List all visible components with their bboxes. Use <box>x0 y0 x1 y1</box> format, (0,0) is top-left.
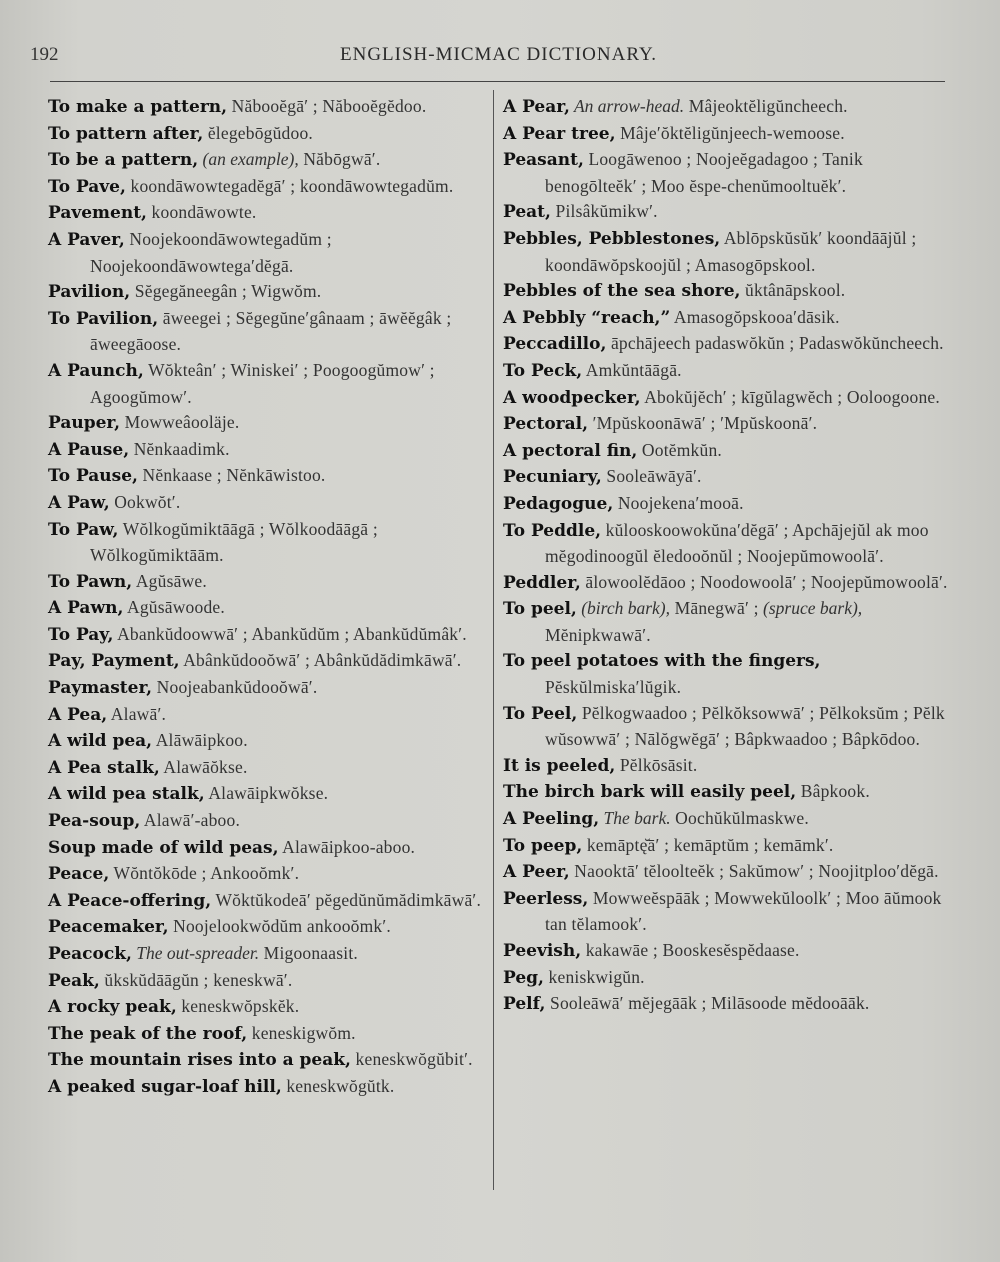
entry-definition: Mānegwā′ ; <box>670 598 759 619</box>
entry-definition: Ablōpskŭsŭk′ koondāājŭl ; koondāwŏpskoojŭl ; Amasogōpskool. <box>545 227 917 275</box>
entry-headword: To Pay, <box>48 624 114 645</box>
entry-definition: Alawā′. <box>107 703 167 724</box>
dictionary-entry <box>48 200 488 227</box>
entry-headword: To make a pattern, <box>48 97 228 117</box>
dictionary-entry <box>48 147 488 174</box>
entry-headword: To Pawn, <box>48 571 133 592</box>
entry-definition: Noojekena′mooā. <box>613 492 744 513</box>
entry-headword: Pebbles of the sea shore, <box>503 281 741 302</box>
entry-definition: Wŏkteân′ ; Winiskei′ ; Poogoogŭmow′ ; Agoogŭmow′. <box>90 359 435 407</box>
entry-headword: Pebbles, Pebblestones, <box>503 228 721 249</box>
dictionary-entry <box>48 279 488 306</box>
entry-definition: ′Mpŭskoonāwā′ ; ′Mpŭskoonā′. <box>588 413 818 434</box>
entry-headword: Pauper, <box>48 413 121 434</box>
dictionary-entry <box>48 675 488 702</box>
entry-headword: A Pawn, <box>48 598 124 619</box>
dictionary-entry <box>48 888 488 915</box>
dictionary-entry <box>503 331 948 358</box>
entry-definition: Alawāŏkse. <box>159 756 248 777</box>
entry-definition: Pĕskŭlmiska′lŭgik. <box>545 677 682 698</box>
entry-definition: Bâpkook. <box>796 781 870 802</box>
entry-headword: To peel potatoes with the fingers, <box>503 651 821 672</box>
dictionary-entry <box>503 147 948 199</box>
entry-headword: Peerless, <box>503 888 589 909</box>
entry-definition: Ootĕmkŭn. <box>637 439 722 460</box>
entry-headword: A pectoral fin, <box>503 440 638 461</box>
entry-definition: āpchājeech padaswŏkŭn ; Padaswŏkŭncheech. <box>606 333 944 354</box>
entry-headword: A rocky peak, <box>48 997 177 1018</box>
entry-headword: A Pebbly “reach,” <box>503 307 671 328</box>
entry-headword: To peep, <box>503 835 583 856</box>
entry-definition: Oochŭkŭlmaskwe. <box>670 808 809 829</box>
dictionary-entry <box>48 861 488 888</box>
dictionary-entry <box>503 464 948 491</box>
dictionary-entry <box>48 463 488 490</box>
entry-headword: A Pea stalk, <box>48 757 160 778</box>
entry-headword: To pattern after, <box>48 123 204 144</box>
entry-definition: Nĕnkaase ; Nĕnkāwistoo. <box>137 465 326 486</box>
entry-definition: ŭkskŭdāāgŭn ; keneskwā′. <box>99 969 293 990</box>
entry-headword: A wild pea stalk, <box>48 784 205 805</box>
entry-headword: Peacemaker, <box>48 917 169 938</box>
entry-definition: Pĕlkogwaadoo ; Pĕlkŏksowwā′ ; Pĕlkoksŭm ; Pĕlk wŭsowwā′ ; Nālŏgwĕgā′ ; Bâpkwaadoo ; Bâpkōdoo. <box>545 702 945 750</box>
entry-definition: keneskwŏgŭtk. <box>281 1075 395 1096</box>
dictionary-entry <box>48 174 488 201</box>
entry-headword: Pay, Payment, <box>48 651 180 672</box>
left-column <box>48 94 488 1101</box>
dictionary-entry <box>48 569 488 596</box>
dictionary-entry <box>48 1021 488 1048</box>
entry-definition: Amkŭntāāgā. <box>582 359 682 380</box>
dictionary-entry <box>503 753 948 780</box>
dictionary-entry <box>48 781 488 808</box>
entry-headword: To Pause, <box>48 466 138 487</box>
entry-headword: A Pause, <box>48 439 130 460</box>
entry-definition: keneskigwŏm. <box>247 1022 356 1043</box>
dictionary-entry <box>503 806 948 833</box>
entry-definition: Mowweĕspāāk ; Mowwekŭloolk′ ; Moo āŭmook tan tĕlamook′. <box>545 887 942 935</box>
dictionary-entry <box>48 595 488 622</box>
dictionary-entry <box>48 1074 488 1101</box>
dictionary-entry <box>503 491 948 518</box>
dictionary-entry <box>503 121 948 148</box>
dictionary-entry <box>503 411 948 438</box>
entry-definition: Loogāwenoo ; Noojeĕgadagoo ; Tanik benogōlteĕk′ ; Moo ĕspe-chenŭmooltuĕk′. <box>545 149 863 196</box>
entry-definition: Mĕnipkwawā′. <box>545 624 651 645</box>
entry-definition: Nĕnkaadimk. <box>129 438 230 459</box>
entry-headword: It is peeled, <box>503 755 616 776</box>
entry-headword: A Peeling, <box>503 809 600 830</box>
entry-note: (birch bark), <box>576 598 671 619</box>
dictionary-entry <box>48 437 488 464</box>
page-number: 192 <box>30 44 59 65</box>
entry-headword: A Pear tree, <box>503 123 616 144</box>
dictionary-entry <box>48 622 488 649</box>
dictionary-entry <box>48 648 488 675</box>
entry-headword: To peel, <box>503 599 577 620</box>
entry-definition: Wŏlkogŭmiktāāgā ; Wŏlkoodāāgā ; Wŏlkogŭmiktāām. <box>90 518 378 566</box>
entry-headword: The birch bark will easily peel, <box>503 782 797 803</box>
entry-definition: Năbōgwā′. <box>298 149 381 170</box>
header-rule <box>50 81 945 82</box>
entry-definition: koondāwowte. <box>146 202 257 223</box>
page-header <box>30 44 980 74</box>
dictionary-entry <box>48 941 488 968</box>
dictionary-entry <box>503 965 948 992</box>
entry-definition: Noojelookwŏdŭm ankooŏmk′. <box>168 916 391 937</box>
dictionary-entry <box>503 94 948 121</box>
entry-definition: Alawāipkoo-aboo. <box>278 836 416 857</box>
entry-note: (spruce bark), <box>758 598 863 619</box>
entry-note: (an example), <box>198 149 299 170</box>
entry-headword: The mountain rises into a peak, <box>48 1050 351 1071</box>
entry-headword: A wild pea, <box>48 731 153 752</box>
entry-definition: Ookwŏt′. <box>109 491 181 512</box>
entry-definition: keniskwigŭn. <box>543 966 645 987</box>
entry-definition: āweegei ; Sĕgegŭne′gânaam ; āwĕĕgâk ; āweegāoose. <box>90 307 452 355</box>
entry-definition: Mowweâooläje. <box>120 412 240 433</box>
right-column <box>503 94 948 1018</box>
entry-note: The out-spreader. <box>131 943 260 963</box>
entry-definition: Mâjeoktĕligŭncheech. <box>684 96 848 116</box>
entry-note: The bark. <box>599 808 671 829</box>
entry-headword: Pelf, <box>503 994 546 1015</box>
entry-note: An arrow-head. <box>569 96 685 116</box>
entry-definition: koondāwowtegadĕgā′ ; koondāwowtegadŭm. <box>125 175 454 196</box>
dictionary-entry <box>48 306 488 358</box>
entry-headword: Peace, <box>48 864 110 885</box>
entry-headword: Pedagogue, <box>503 493 614 514</box>
entry-headword: Peevish, <box>503 941 582 961</box>
dictionary-entry <box>48 94 488 121</box>
entry-definition: Alawā′-aboo. <box>140 810 241 831</box>
dictionary-entry <box>48 808 488 835</box>
entry-headword: Peddler, <box>503 572 581 593</box>
dictionary-entry <box>503 518 948 570</box>
entry-headword: Peat, <box>503 202 551 223</box>
entry-definition: Sĕgegăneegân ; Wigwŏm. <box>130 281 322 302</box>
entry-headword: Paymaster, <box>48 678 153 699</box>
entry-headword: A Peer, <box>503 862 570 883</box>
dictionary-entry <box>503 385 948 412</box>
entry-headword: Pectoral, <box>503 414 589 435</box>
dictionary-entry <box>48 835 488 862</box>
entry-headword: A peaked sugar-loaf hill, <box>48 1076 282 1097</box>
entry-headword: A Pea, <box>48 704 108 725</box>
entry-headword: Peccadillo, <box>503 334 607 355</box>
entry-headword: Pecuniary, <box>503 467 602 488</box>
entry-definition: ŭktânāpskool. <box>740 280 846 301</box>
entry-definition: Abokŭjĕch′ ; kīgŭlagwĕch ; Ooloogoone. <box>640 386 940 407</box>
entry-definition: Pĕlkōsāsit. <box>615 754 698 775</box>
dictionary-entry <box>503 305 948 332</box>
entry-definition: Alāwāipkoo. <box>152 730 248 751</box>
entry-definition: kemāptę̆ā′ ; kemāptŭm ; kemāmk′. <box>582 834 834 855</box>
entry-headword: The peak of the roof, <box>48 1023 248 1044</box>
entry-headword: A woodpecker, <box>503 387 641 408</box>
entry-headword: A Paver, <box>48 229 125 250</box>
entry-definition: Sooleāwāyā′. <box>601 466 702 487</box>
entry-definition: Noojekoondāwowtegadŭm ; Noojekoondāwowtega′dĕgā. <box>90 228 332 276</box>
dictionary-entry <box>48 358 488 410</box>
entry-definition: Migoonaasit. <box>259 943 358 963</box>
dictionary-entry <box>503 859 948 886</box>
dictionary-entry <box>503 833 948 860</box>
entry-definition: Mâje′ŏktĕligŭnjeech-wemoose. <box>615 122 845 143</box>
entry-headword: A Paunch, <box>48 360 144 381</box>
entry-definition: Năbooĕgā′ ; Năbooĕgĕdoo. <box>227 96 427 116</box>
dictionary-entry <box>48 227 488 279</box>
entry-headword: To Pave, <box>48 176 126 197</box>
entry-definition: Amasogŏpskooa′dāsik. <box>670 306 840 327</box>
dictionary-entry <box>48 410 488 437</box>
entry-definition: Pilsâkŭmikw′. <box>550 201 658 222</box>
running-head: ENGLISH-MICMAC DICTIONARY. <box>340 44 657 65</box>
entry-definition: kakawāe ; Booskesĕspĕdaase. <box>581 940 800 960</box>
entry-definition: Sooleāwā′ mĕjegāāk ; Milāsoode mĕdooāāk. <box>545 993 870 1014</box>
dictionary-entry <box>503 991 948 1018</box>
dictionary-entry <box>503 596 948 648</box>
entry-headword: Peacock, <box>48 944 132 964</box>
entry-definition: Agŭsāwe. <box>132 570 207 591</box>
dictionary-entry <box>48 490 488 517</box>
dictionary-entry <box>503 199 948 226</box>
dictionary-entry <box>503 938 948 965</box>
dictionary-entry <box>48 914 488 941</box>
entry-headword: Peak, <box>48 970 100 991</box>
entry-definition: ĕlegebōgŭdoo. <box>203 122 313 143</box>
entry-headword: To be a pattern, <box>48 150 199 171</box>
entry-definition: Alawāipkwŏkse. <box>204 783 329 804</box>
entry-headword: Pavement, <box>48 203 147 224</box>
dictionary-entry <box>48 755 488 782</box>
dictionary-entry <box>503 570 948 597</box>
dictionary-entry <box>48 728 488 755</box>
dictionary-entry <box>48 968 488 995</box>
entry-headword: Pavilion, <box>48 282 131 303</box>
dictionary-entry <box>48 994 488 1021</box>
entry-definition: keneskwŏpskĕk. <box>176 996 300 1017</box>
entry-definition: Noojeabankŭdooŏwā′. <box>152 677 318 698</box>
dictionary-entry <box>503 358 948 385</box>
entry-headword: To Pavilion, <box>48 308 159 329</box>
dictionary-entry <box>48 121 488 148</box>
dictionary-entry <box>503 648 948 700</box>
entry-definition: keneskwŏgŭbit′. <box>350 1049 473 1070</box>
dictionary-entry <box>503 226 948 278</box>
dictionary-entry <box>48 517 488 569</box>
entry-headword: Peg, <box>503 967 544 988</box>
column-divider <box>493 90 494 1190</box>
entry-headword: A Peace-offering, <box>48 890 212 911</box>
entry-headword: Peasant, <box>503 150 584 171</box>
entry-definition: Wŏktŭkodeā′ pĕgedŭnŭmădimkāwā′. <box>211 889 482 910</box>
entry-headword: To Peddle, <box>503 520 602 541</box>
entry-definition: Abânkŭdooŏwā′ ; Abânkŭdădimkāwā′. <box>179 650 462 671</box>
entry-definition: Naooktā′ tĕloolteĕk ; Sakŭmow′ ; Noojitploo′dĕgā. <box>569 861 939 882</box>
dictionary-entry <box>503 438 948 465</box>
entry-definition: Wŏntŏkōde ; Ankooŏmk′. <box>109 863 300 884</box>
entry-headword: To Peel, <box>503 703 578 724</box>
entry-headword: A Paw, <box>48 492 110 513</box>
dictionary-entry <box>503 779 948 806</box>
entry-definition: ālowoolĕdāoo ; Noodowoolā′ ; Noojepŭmowoolā′. <box>580 571 948 592</box>
entry-headword: A Pear, <box>503 97 570 117</box>
entry-headword: Soup made of wild peas, <box>48 837 279 858</box>
entry-headword: To Paw, <box>48 519 119 540</box>
entry-headword: To Peck, <box>503 360 583 381</box>
entry-definition: Agŭsāwoode. <box>123 597 225 618</box>
dictionary-entry <box>503 886 948 938</box>
entry-headword: Pea-soup, <box>48 811 141 832</box>
dictionary-entry <box>48 1047 488 1074</box>
entry-definition: Abankŭdoowwā′ ; Abankŭdŭm ; Abankŭdŭmâk′. <box>113 623 467 644</box>
dictionary-entry <box>503 278 948 305</box>
dictionary-entry <box>503 701 948 753</box>
entry-definition: kŭlooskoowokŭna′dĕgā′ ; Apchājejŭl ak moo mĕgodinoogŭl ĕledooŏnŭl ; Noojepŭmowoolā′. <box>545 519 929 567</box>
dictionary-entry <box>48 702 488 729</box>
